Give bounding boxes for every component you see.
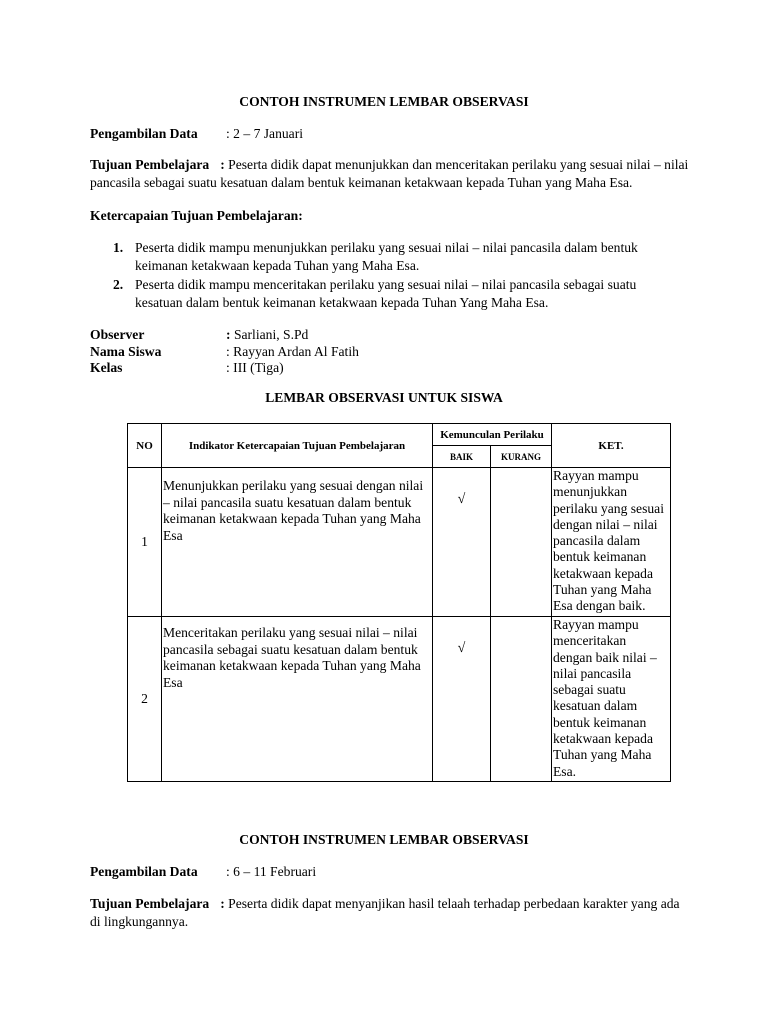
- row-number: 1: [128, 468, 162, 617]
- table-title: LEMBAR OBSERVASI UNTUK SISWA: [265, 390, 503, 405]
- header-ket: KET.: [552, 424, 671, 468]
- header-baik: BAIK: [433, 446, 491, 468]
- kurang-cell: [491, 617, 552, 782]
- indikator-cell: Menunjukkan perilaku yang sesuai dengan nilai – nilai pancasila suatu kesatuan dalam bentuk keimanan ketakwaan kepada Tuhan yang Maha Esa: [162, 468, 433, 617]
- baik-check-cell: √: [433, 617, 491, 782]
- observation-table: [127, 423, 671, 782]
- pengambilan-data-value: : 2 – 7 Januari: [226, 126, 304, 141]
- list-item-1-line2: keimanan ketakwaan kepada Tuhan yang Maha Esa.: [135, 258, 420, 273]
- tujuan-label: Tujuan Pembelajara: [90, 157, 210, 172]
- nama-siswa-value: : Rayyan Ardan Al Fatih: [226, 344, 359, 359]
- table-row: [128, 468, 671, 617]
- row-number: 2: [128, 617, 162, 782]
- header-kurang: KURANG: [491, 446, 552, 468]
- list-item-2-line1: Peserta didik mampu menceritakan perilaku yang sesuai nilai – nilai pancasila sebagai suatu: [135, 277, 637, 292]
- observer-value: Sarliani, S.Pd: [233, 327, 309, 342]
- tujuan-paragraph: [90, 156, 695, 192]
- kurang-cell: [491, 468, 552, 617]
- keterangan-cell: Rayyan mampu menunjukkan perilaku yang sesuai dengan nilai – nilai pancasila dalam bentuk keimanan ketakwaan kepada Tuhan yang Maha Esa dengan baik.: [552, 468, 671, 617]
- section2-tujuan-label: Tujuan Pembelajara: [90, 896, 210, 911]
- observer-value-line: [226, 326, 308, 343]
- section2-pengambilan-label: Pengambilan Data: [90, 864, 198, 879]
- indikator-cell: Menceritakan perilaku yang sesuai nilai – nilai pancasila sebagai suatu kesatuan dalam bentuk keimanan ketakwaan kepada Tuhan yang Maha Esa: [162, 617, 433, 782]
- header-indikator: Indikator Ketercapaian Tujuan Pembelajaran: [162, 424, 433, 468]
- list-number-2: 2.: [113, 277, 124, 292]
- section2-tujuan-text: Peserta didik dapat menyanjikan hasil telaah terhadap perbedaan karakter yang ada di lingkungannya.: [90, 896, 680, 929]
- table-row: [128, 617, 671, 782]
- tujuan-colon: :: [220, 157, 225, 172]
- pengambilan-data-label: Pengambilan Data: [90, 126, 198, 141]
- observer-colon: :: [226, 327, 231, 342]
- keterangan-cell: Rayyan mampu menceritakan dengan baik nilai – nilai pancasila sebagai suatu kesatuan dalam bentuk keimanan ketakwaan kepada Tuhan yang Maha Esa.: [552, 617, 671, 782]
- ketercapaian-heading: Ketercapaian Tujuan Pembelajaran:: [90, 208, 303, 223]
- kelas-label: Kelas: [90, 360, 123, 375]
- section2-pengambilan-value: : 6 – 11 Februari: [226, 864, 317, 879]
- section1-title: CONTOH INSTRUMEN LEMBAR OBSERVASI: [239, 94, 529, 109]
- nama-siswa-label: Nama Siswa: [90, 344, 162, 359]
- header-no: NO: [128, 424, 162, 468]
- table-header-row: [128, 424, 671, 446]
- kelas-value: : III (Tiga): [226, 360, 284, 375]
- section2-tujuan-paragraph: [90, 895, 690, 931]
- observer-label: Observer: [90, 327, 145, 342]
- section2-title: CONTOH INSTRUMEN LEMBAR OBSERVASI: [239, 832, 529, 847]
- list-item-2-line2: kesatuan dalam bentuk keimanan ketakwaan kepada Tuhan Yang Maha Esa.: [135, 295, 549, 310]
- tujuan-text: Peserta didik dapat menunjukkan dan menceritakan perilaku yang sesuai nilai – nilai pancasila sebagai suatu kesatuan dalam bentuk keimanan ketakwaan kepada Tuhan yang Maha Esa.: [90, 157, 689, 190]
- section2-tujuan-colon: :: [220, 896, 225, 911]
- list-number-1: 1.: [113, 240, 124, 255]
- list-item-1-line1: Peserta didik mampu menunjukkan perilaku yang sesuai nilai – nilai pancasila dalam bentuk: [135, 240, 638, 255]
- baik-check-cell: √: [433, 468, 491, 617]
- header-kemunculan: Kemunculan Perilaku: [433, 424, 552, 446]
